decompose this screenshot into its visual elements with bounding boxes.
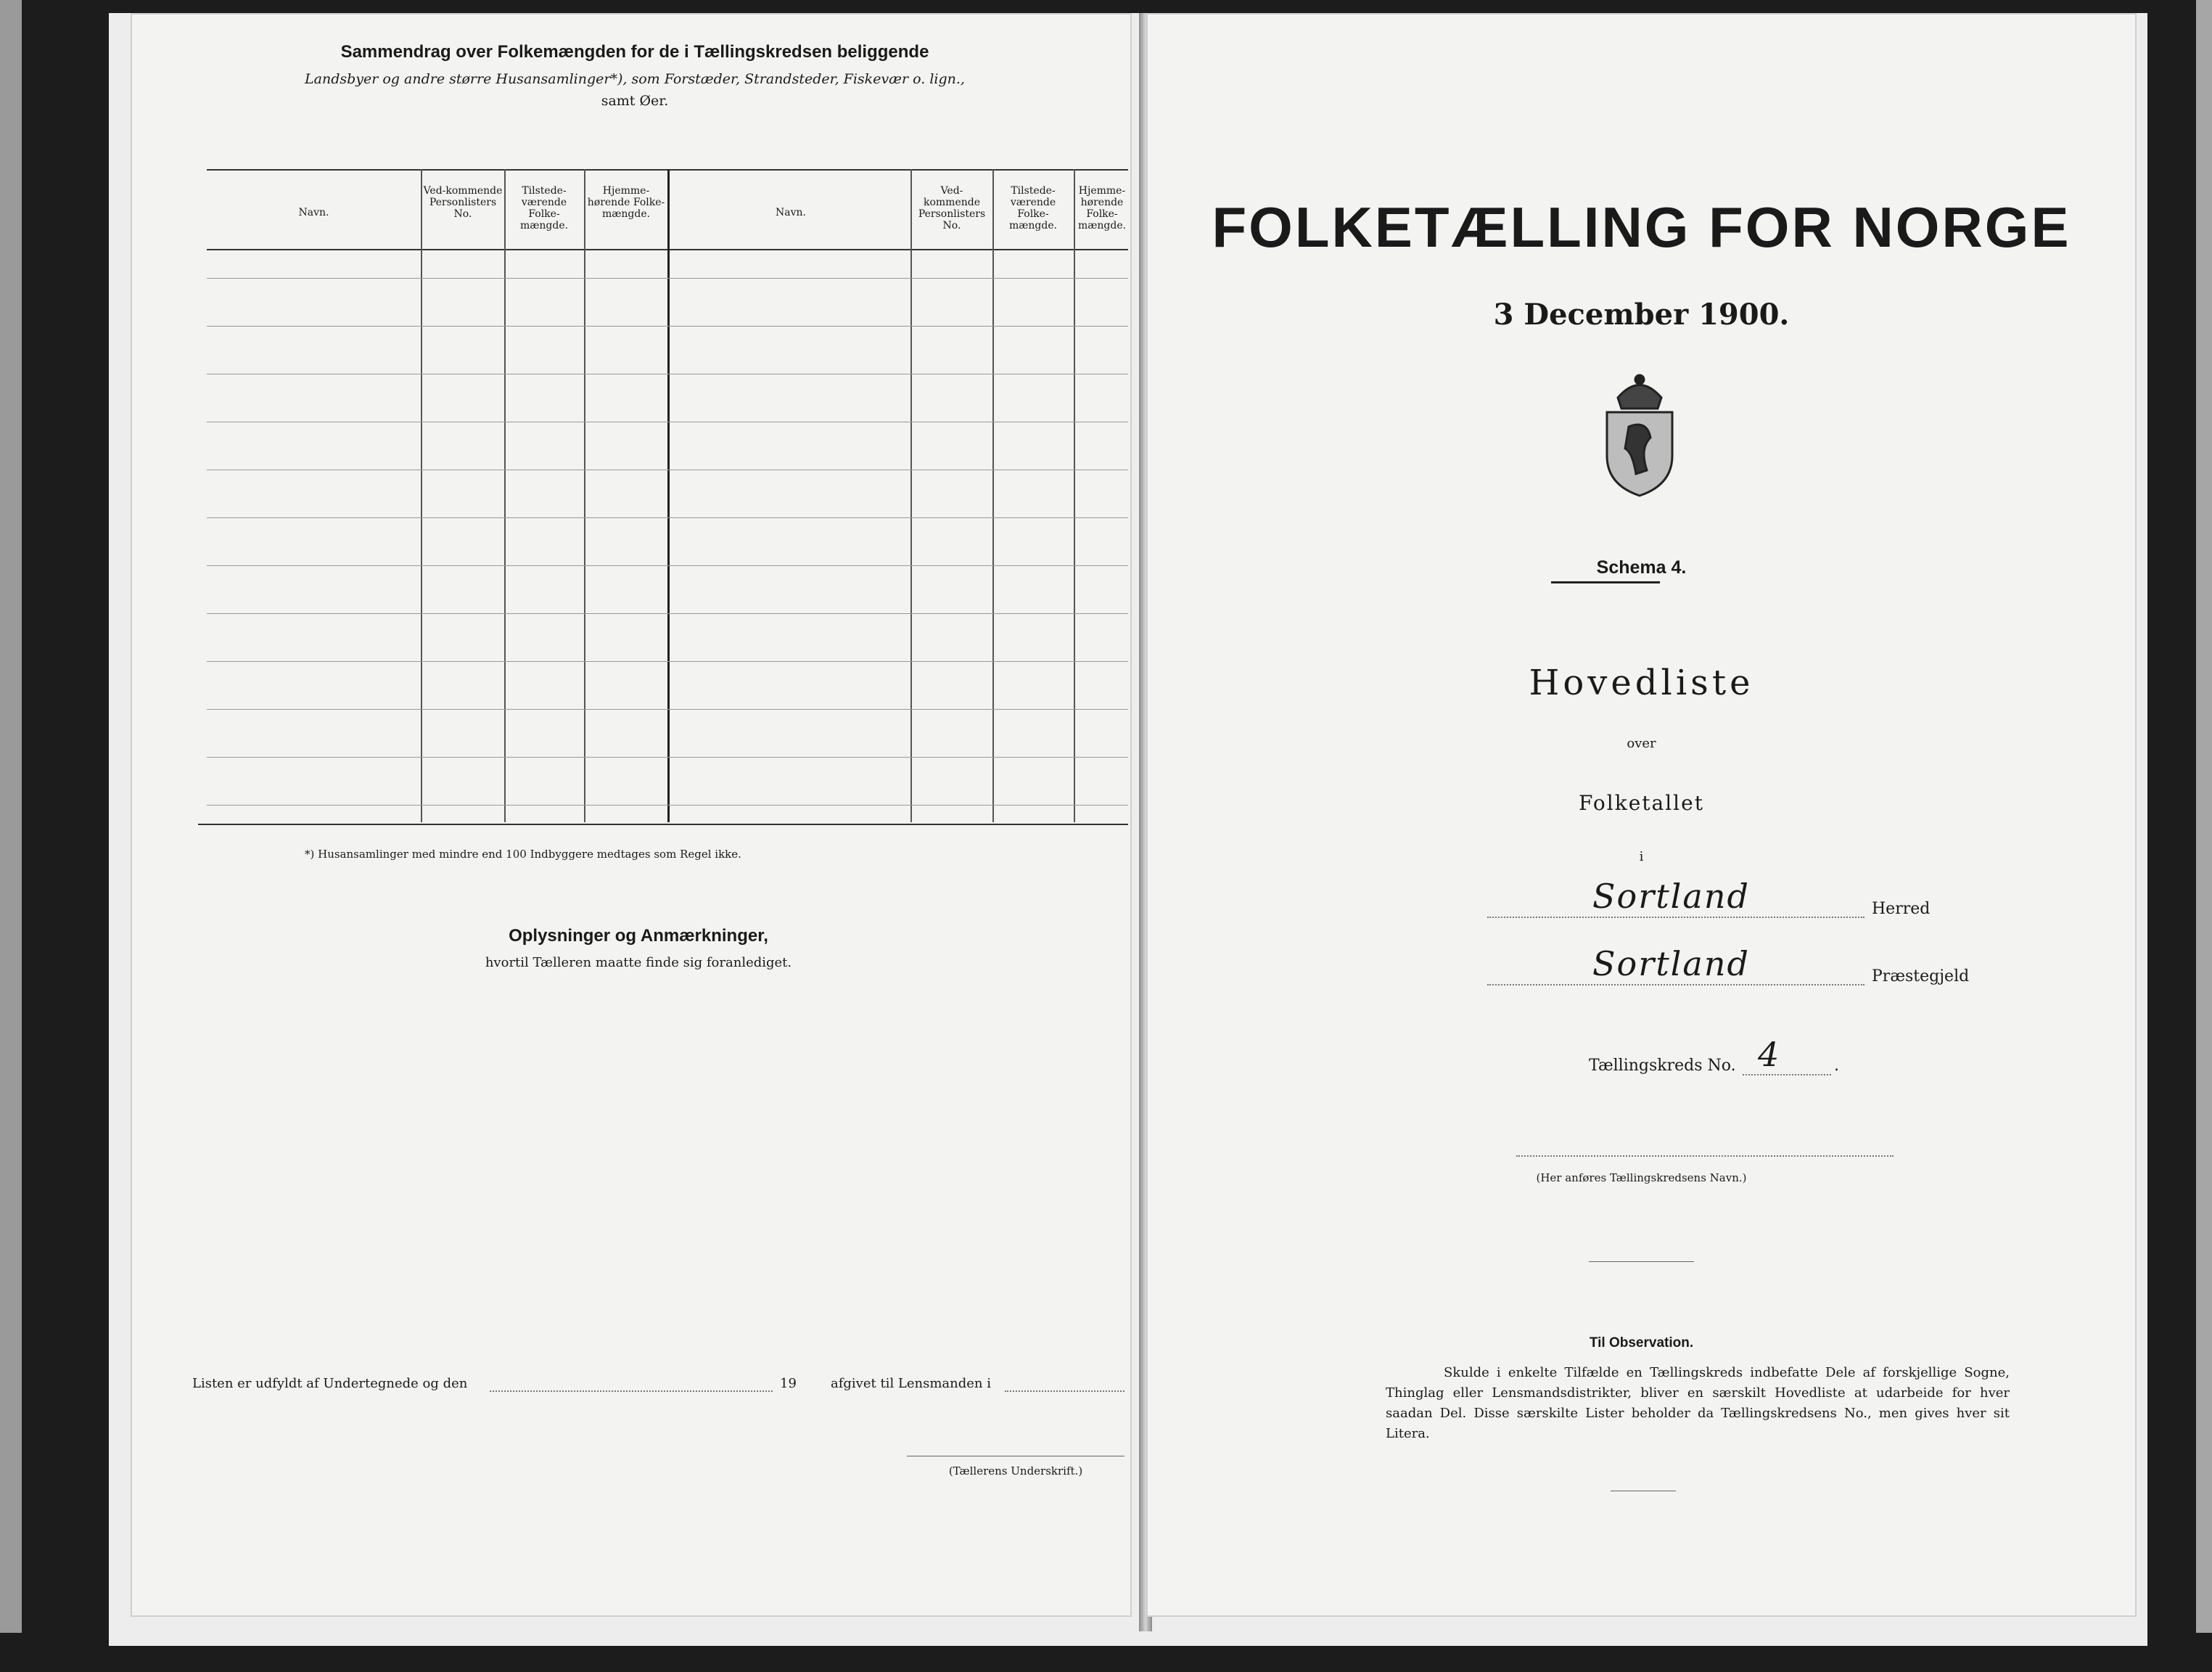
herred-field[interactable]	[1487, 917, 1864, 918]
kreds-value: 4	[1758, 1035, 1781, 1074]
table-row	[207, 613, 1128, 614]
census-date: 3 December 1900.	[1493, 298, 1790, 332]
divider-1	[1589, 1261, 1694, 1262]
herred-label: Herred	[1872, 900, 1931, 918]
left-page	[131, 13, 1132, 1617]
summary-title: Sammendrag over Folkemængden for de i Tællingskredsen beliggende	[340, 42, 929, 62]
schema-label: Schema 4.	[1596, 557, 1687, 578]
signoff-text: Listen er udfyldt af Undertegnede og den	[192, 1376, 468, 1391]
summary-table	[207, 169, 1128, 844]
signoff-lensmand-text: afgivet til Lensmanden i	[831, 1376, 991, 1391]
table-row	[207, 661, 1128, 662]
col-header-personlister-2: Ved-kommende Personlisters No.	[918, 185, 986, 231]
kreds-caption: (Her anføres Tællingskredsens Navn.)	[1536, 1171, 1747, 1184]
summary-subtitle-2: samt Øer.	[601, 93, 669, 109]
coat-of-arms-icon	[1596, 369, 1683, 499]
herred-value: Sortland	[1592, 877, 1750, 916]
right-page: FOLKETÆLLING FOR NORGE 3 December 1900. Schema 4. Hovedliste over Folketallet i Sortland Herred Sortland Præstegjeld Tællingskreds No. 4 . (Her anføres Tællingskredsens Navn.) Til Observation. Skulde i enkelte Tilfælde en Tællingskreds indbefatte Dele af forskjellige Sogne, Thinglag eller Lensmandsdistrikter, bliver en særskilt Hovedliste at udarbeide for hver saadan Del. Disse særskilte Lister beholder da Tællingskredsens No., men gives hver sit Litera.	[1146, 13, 2137, 1617]
over-text: over	[1627, 736, 1656, 751]
hovedliste-heading: Hovedliste	[1529, 663, 1754, 703]
prestegjeld-field[interactable]	[1487, 984, 1864, 985]
summary-subtitle: Landsbyer og andre større Husansamlinger*), som Forstæder, Strandsteder, Fiskevær o. lign.,	[305, 71, 965, 87]
col-header-hjemme-2: Hjemme-hørende Folke-mængde.	[1077, 185, 1127, 231]
signoff-year: 19	[780, 1376, 797, 1391]
footnote: *) Husansamlinger med mindre end 100 Indbyggere medtages som Regel ikke.	[305, 848, 741, 861]
table-row	[207, 278, 1128, 279]
table-row	[207, 326, 1128, 327]
prestegjeld-value: Sortland	[1592, 944, 1750, 983]
observation-text: Skulde i enkelte Tilfælde en Tællingskreds indbefatte Dele af forskjellige Sogne, Thinglag eller Lensmandsdistrikter, bliver en særskilt Hovedliste at udarbeide for hver saadan Del. Disse særskilte Lister beholder da Tællingskredsens No., men gives hver sit Litera.	[1386, 1365, 2010, 1441]
table-row	[207, 709, 1128, 710]
schema-underline	[1551, 581, 1660, 583]
table-row	[207, 565, 1128, 566]
kreds-name-field[interactable]	[1516, 1155, 1894, 1157]
lensmand-field[interactable]	[1005, 1390, 1124, 1392]
col-header-navn-1: Navn.	[298, 207, 329, 218]
folketallet-text: Folketallet	[1579, 791, 1704, 815]
i-text: i	[1639, 849, 1644, 864]
col-header-personlister-1: Ved-kommende Personlisters No.	[423, 185, 503, 220]
col-header-tilstede-1: Tilstede-værende Folke-mængde.	[519, 185, 569, 231]
right-binding-edge	[2196, 0, 2212, 1633]
table-row	[207, 757, 1128, 758]
main-title: FOLKETÆLLING FOR NORGE	[1212, 195, 2071, 259]
kreds-label: Tællingskreds No.	[1589, 1057, 1736, 1075]
signature-caption: (Tællerens Underskrift.)	[948, 1464, 1083, 1478]
observation-title: Til Observation.	[1589, 1335, 1694, 1351]
col-header-navn-2: Navn.	[776, 207, 806, 218]
remarks-subtitle: hvortil Tælleren maatte finde sig foranlediget.	[485, 955, 792, 970]
left-binding-edge	[0, 0, 22, 1633]
table-row	[207, 805, 1128, 806]
col-header-tilstede-2: Tilstede-værende Folke-mængde.	[1008, 185, 1058, 231]
table-row	[207, 517, 1128, 518]
prestegjeld-label: Præstegjeld	[1872, 967, 1970, 985]
col-header-hjemme-1: Hjemme-hørende Folke-mængde.	[587, 185, 665, 220]
remarks-title: Oplysninger og Anmærkninger,	[509, 926, 768, 946]
signoff-date-field[interactable]	[490, 1390, 773, 1392]
kreds-field[interactable]	[1743, 1074, 1831, 1075]
document-spread	[109, 13, 2147, 1646]
